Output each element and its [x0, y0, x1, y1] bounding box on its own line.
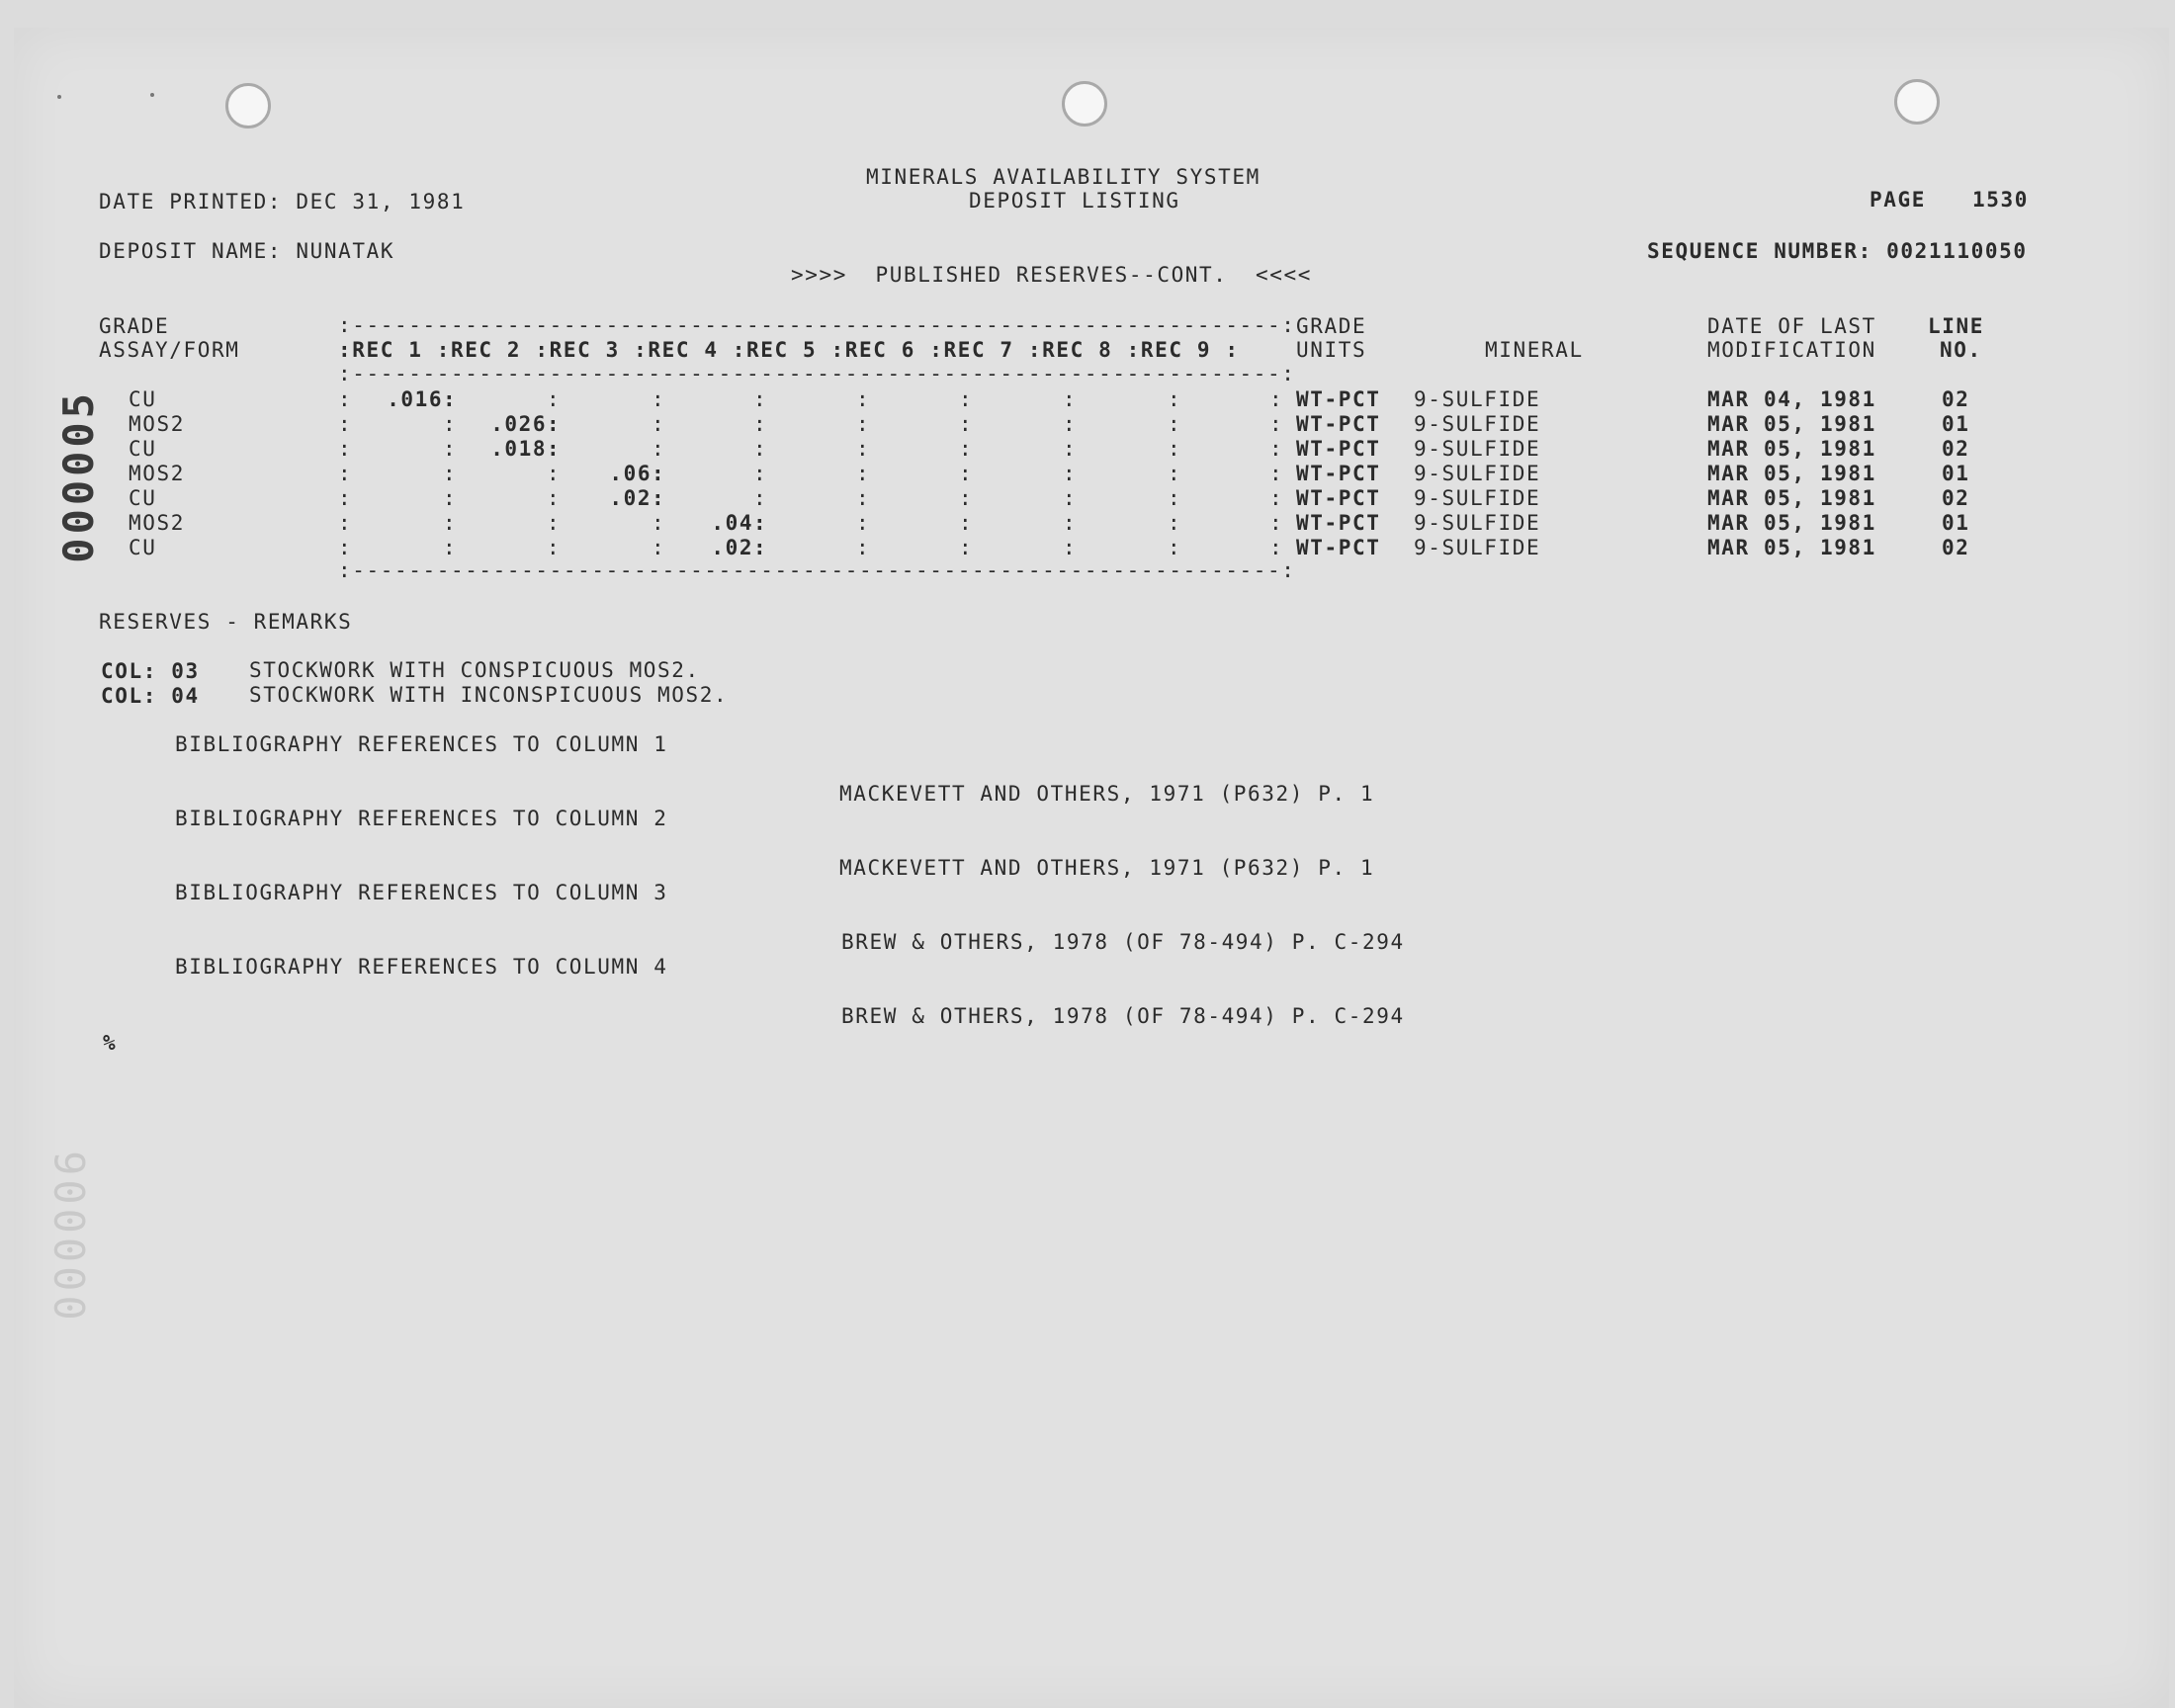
page-number: 1530 — [1972, 188, 2029, 212]
assay-form-cell: MOS2 — [129, 412, 185, 436]
modification-date-cell: MAR 04, 1981 — [1707, 387, 1876, 411]
date-printed: DATE PRINTED: DEC 31, 1981 — [99, 190, 466, 214]
line-number-cell: 01 — [1942, 462, 1970, 485]
column-separator: : — [338, 412, 353, 436]
rec-value-cell: .016 — [387, 387, 444, 411]
bibliography-reference: BREW & OTHERS, 1978 (OF 78-494) P. C-294 — [841, 930, 1405, 954]
column-separator: : — [959, 387, 974, 411]
assay-form-cell: CU — [129, 536, 157, 559]
sequence-number: SEQUENCE NUMBER: 0021110050 — [1647, 239, 2028, 263]
column-separator: : — [338, 462, 353, 485]
column-separator: : — [1063, 437, 1078, 461]
column-separator: : — [753, 462, 768, 485]
remark-text: STOCKWORK WITH INCONSPICUOUS MOS2. — [249, 683, 729, 707]
column-separator: : — [338, 536, 353, 559]
line-number-cell: 02 — [1942, 387, 1970, 411]
column-separator: : — [1063, 536, 1078, 559]
mineral-cell: 9-SULFIDE — [1414, 387, 1541, 411]
remark-col: COL: 03 — [101, 659, 200, 683]
grade-units-cell: WT-PCT — [1296, 387, 1381, 411]
punch-hole-left — [225, 83, 271, 128]
column-separator: : — [338, 511, 353, 535]
column-separator: : — [547, 462, 562, 485]
column-separator: : — [1269, 437, 1284, 461]
column-separator: : — [443, 437, 458, 461]
column-separator: : — [753, 437, 768, 461]
column-separator: : — [1168, 437, 1182, 461]
line-number-cell: 01 — [1942, 412, 1970, 436]
column-separator: : — [959, 412, 974, 436]
column-separator: : — [1269, 511, 1284, 535]
rec-value-cell: .04 — [711, 511, 754, 535]
column-separator: : — [547, 511, 562, 535]
column-separator: : — [959, 462, 974, 485]
rec-value-cell: .026 — [490, 412, 548, 436]
column-separator: : — [856, 412, 871, 436]
column-separator: : — [1168, 387, 1182, 411]
column-separator: : — [1269, 462, 1284, 485]
mineral-cell: 9-SULFIDE — [1414, 536, 1541, 559]
column-separator: : — [443, 387, 458, 411]
column-separator: : — [1168, 511, 1182, 535]
table-header-rule: :------------------------------------------------------------------: — [338, 362, 1296, 385]
page-stamp-number: 000005 — [54, 389, 103, 563]
rec-value-cell: .06 — [609, 462, 652, 485]
column-separator: : — [547, 387, 562, 411]
column-separator: : — [1063, 486, 1078, 510]
column-separator: : — [652, 511, 666, 535]
grade-units-label: UNITS — [1296, 338, 1367, 362]
column-separator: : — [856, 437, 871, 461]
column-separator: : — [1269, 387, 1284, 411]
column-separator: : — [856, 486, 871, 510]
column-separator: : — [547, 412, 562, 436]
column-separator: : — [338, 387, 353, 411]
rec-value-cell: .02 — [609, 486, 652, 510]
column-separator: : — [856, 387, 871, 411]
table-top-rule: :------------------------------------------------------------------: — [338, 313, 1296, 337]
column-separator: : — [1269, 486, 1284, 510]
column-separator: : — [959, 536, 974, 559]
modification-date-cell: MAR 05, 1981 — [1707, 511, 1876, 535]
mineral-cell: 9-SULFIDE — [1414, 412, 1541, 436]
bibliography-label: BIBLIOGRAPHY REFERENCES TO COLUMN 4 — [175, 955, 668, 979]
assay-form-label: ASSAY/FORM — [99, 338, 240, 362]
modification-date-cell: MAR 05, 1981 — [1707, 462, 1876, 485]
column-separator: : — [652, 486, 666, 510]
mineral-cell: 9-SULFIDE — [1414, 511, 1541, 535]
modification-date-cell: MAR 05, 1981 — [1707, 412, 1876, 436]
line-label: LINE — [1928, 314, 1984, 338]
rec-value-cell: .02 — [711, 536, 754, 559]
column-separator: : — [443, 511, 458, 535]
column-separator: : — [443, 462, 458, 485]
column-separator: : — [856, 511, 871, 535]
column-separator: : — [1168, 486, 1182, 510]
column-separator: : — [753, 387, 768, 411]
assay-form-cell: CU — [129, 437, 157, 461]
line-number-cell: 02 — [1942, 536, 1970, 559]
column-separator: : — [1269, 536, 1284, 559]
remarks-title: RESERVES - REMARKS — [99, 610, 353, 634]
punch-hole-center — [1062, 81, 1107, 127]
bibliography-label: BIBLIOGRAPHY REFERENCES TO COLUMN 2 — [175, 807, 668, 830]
line-label: NO. — [1940, 338, 1982, 362]
modification-date-cell: MAR 05, 1981 — [1707, 437, 1876, 461]
column-separator: : — [959, 511, 974, 535]
assay-form-cell: MOS2 — [129, 511, 185, 535]
column-separator: : — [652, 387, 666, 411]
column-separator: : — [1168, 462, 1182, 485]
rec-column-header: :REC 1 :REC 2 :REC 3 :REC 4 :REC 5 :REC 6 :REC 7 :REC 8 :REC 9 : — [338, 338, 1240, 362]
column-separator: : — [443, 412, 458, 436]
table-bottom-rule: :------------------------------------------------------------------: — [338, 558, 1296, 582]
remark-col: COL: 04 — [101, 684, 200, 708]
column-separator: : — [1063, 412, 1078, 436]
grade-units-cell: WT-PCT — [1296, 462, 1381, 485]
grade-units-cell: WT-PCT — [1296, 486, 1381, 510]
column-separator: : — [856, 536, 871, 559]
report-subtitle: DEPOSIT LISTING — [969, 189, 1180, 213]
column-separator: : — [856, 462, 871, 485]
column-separator: : — [338, 437, 353, 461]
column-separator: : — [547, 536, 562, 559]
line-number-cell: 02 — [1942, 486, 1970, 510]
column-separator: : — [753, 412, 768, 436]
grade-units-cell: WT-PCT — [1296, 536, 1381, 559]
bibliography-label: BIBLIOGRAPHY REFERENCES TO COLUMN 1 — [175, 732, 668, 756]
grade-units-cell: WT-PCT — [1296, 437, 1381, 461]
end-marker: % — [103, 1031, 118, 1055]
grade-units-cell: WT-PCT — [1296, 412, 1381, 436]
column-separator: : — [1063, 511, 1078, 535]
assay-form-cell: CU — [129, 486, 157, 510]
mineral-cell: 9-SULFIDE — [1414, 486, 1541, 510]
column-separator: : — [1063, 387, 1078, 411]
line-number-cell: 02 — [1942, 437, 1970, 461]
column-separator: : — [753, 511, 768, 535]
bibliography-label: BIBLIOGRAPHY REFERENCES TO COLUMN 3 — [175, 881, 668, 904]
remark-text: STOCKWORK WITH CONSPICUOUS MOS2. — [249, 658, 700, 682]
deposit-name: DEPOSIT NAME: NUNATAK — [99, 239, 395, 263]
modification-date-cell: MAR 05, 1981 — [1707, 536, 1876, 559]
date-mod-label: DATE OF LAST — [1707, 314, 1876, 338]
punch-hole-right — [1894, 79, 1940, 125]
mineral-cell: 9-SULFIDE — [1414, 462, 1541, 485]
column-separator: : — [1063, 462, 1078, 485]
assay-form-cell: MOS2 — [129, 462, 185, 485]
line-number-cell: 01 — [1942, 511, 1970, 535]
column-separator: : — [547, 486, 562, 510]
column-separator: : — [652, 462, 666, 485]
column-separator: : — [1168, 412, 1182, 436]
mineral-cell: 9-SULFIDE — [1414, 437, 1541, 461]
assay-form-cell: CU — [129, 387, 157, 411]
column-separator: : — [652, 437, 666, 461]
column-separator: : — [443, 486, 458, 510]
column-separator: : — [959, 437, 974, 461]
column-separator: : — [1168, 536, 1182, 559]
column-separator: : — [338, 486, 353, 510]
column-separator: : — [652, 536, 666, 559]
modification-date-cell: MAR 05, 1981 — [1707, 486, 1876, 510]
column-separator: : — [1269, 412, 1284, 436]
column-separator: : — [443, 536, 458, 559]
grade-units-label: GRADE — [1296, 314, 1367, 338]
column-separator: : — [753, 536, 768, 559]
paper-speck — [150, 93, 154, 97]
ghost-stamp-number: 000006 — [46, 1147, 95, 1321]
column-separator: : — [547, 437, 562, 461]
page-label: PAGE — [1870, 188, 1926, 212]
grade-label: GRADE — [99, 314, 170, 338]
column-separator: : — [652, 412, 666, 436]
paper-speck — [57, 95, 61, 99]
date-mod-label: MODIFICATION — [1707, 338, 1876, 362]
rec-value-cell: .018 — [490, 437, 548, 461]
grade-units-cell: WT-PCT — [1296, 511, 1381, 535]
system-title: MINERALS AVAILABILITY SYSTEM — [866, 165, 1261, 189]
bibliography-reference: MACKEVETT AND OTHERS, 1971 (P632) P. 1 — [839, 782, 1375, 806]
bibliography-reference: BREW & OTHERS, 1978 (OF 78-494) P. C-294 — [841, 1004, 1405, 1028]
column-separator: : — [959, 486, 974, 510]
mineral-label: MINERAL — [1485, 338, 1584, 362]
column-separator: : — [753, 486, 768, 510]
section-title: >>>> PUBLISHED RESERVES--CONT. <<<< — [791, 263, 1312, 287]
bibliography-reference: MACKEVETT AND OTHERS, 1971 (P632) P. 1 — [839, 856, 1375, 880]
